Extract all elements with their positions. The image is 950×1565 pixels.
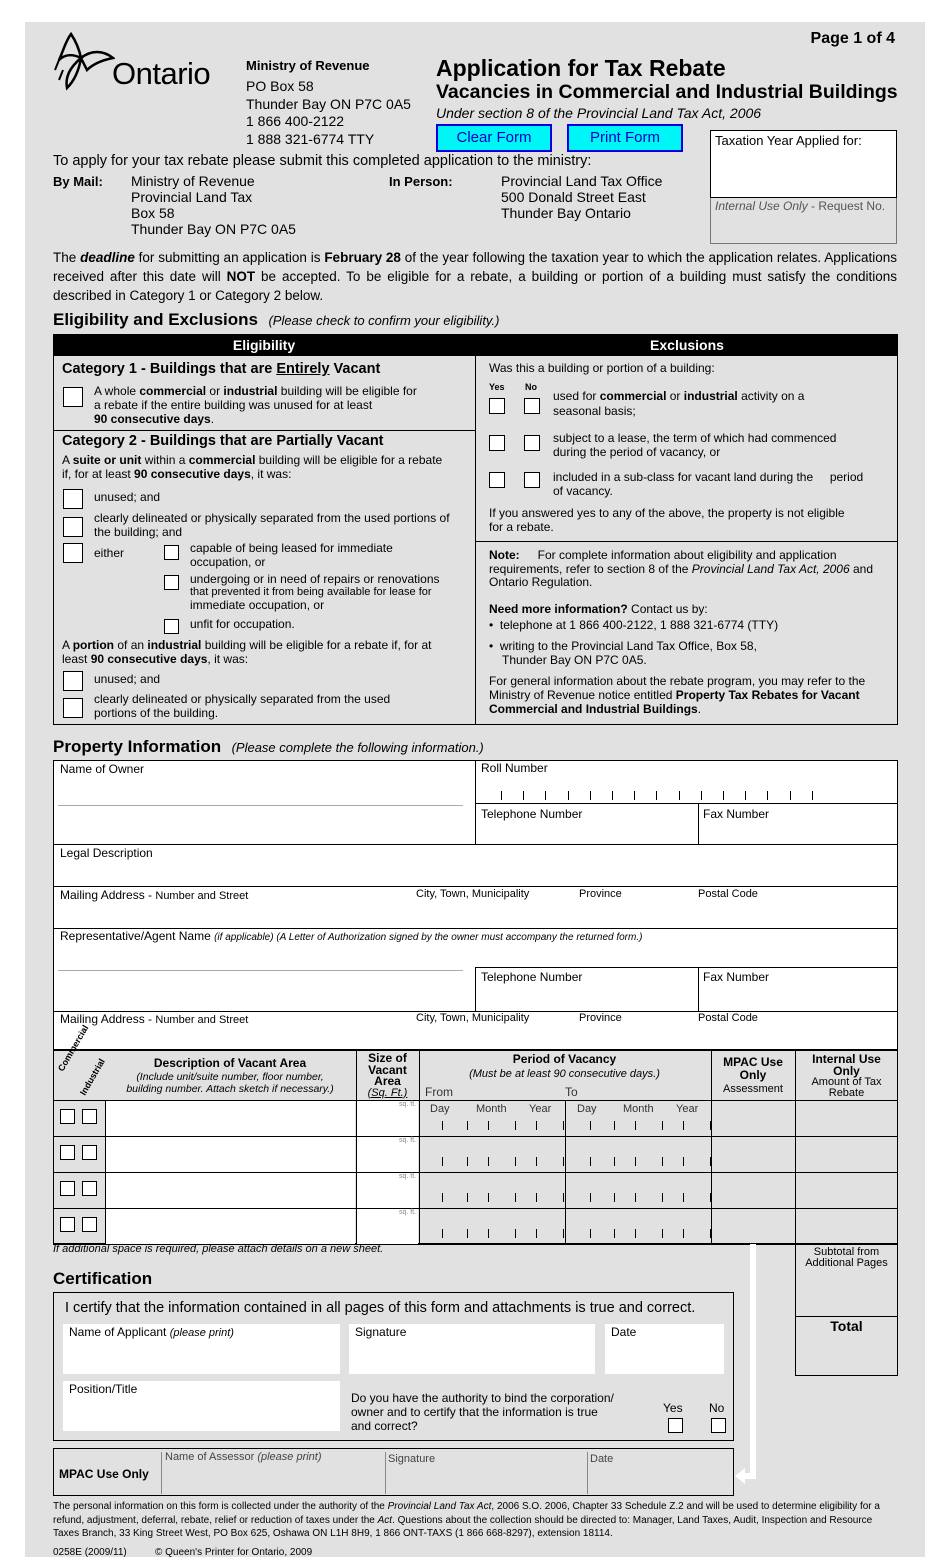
taxation-year-field[interactable]: Taxation Year Applied for: bbox=[710, 130, 897, 198]
divider bbox=[587, 1452, 588, 1494]
to-label: To bbox=[565, 1085, 578, 1099]
divider bbox=[476, 803, 898, 804]
page-number: Page 1 of 4 bbox=[810, 30, 895, 47]
date-tick bbox=[442, 1229, 443, 1238]
date-tick bbox=[683, 1229, 684, 1238]
sqft-label: sq. ft. bbox=[399, 1137, 417, 1144]
deadline-paragraph: The deadline for submitting an application is February 28 of the year following the taxation year to which the application relates. Applications received after this date will NOT be accepted. To be eligible for a rebate, a building or portion of a building must satisfy the conditions described in Category 1 or Category 2 below. bbox=[53, 250, 897, 303]
to-day-label: Day bbox=[577, 1103, 597, 1115]
property-heading: Property Information (Please complete the following information.) bbox=[53, 737, 484, 756]
contact-heading: Need more information? Contact us by: bbox=[489, 602, 708, 616]
divider bbox=[53, 886, 898, 887]
cat-divider bbox=[53, 430, 475, 431]
date-tick bbox=[563, 1157, 564, 1166]
internal-amount-label: Amount of Tax Rebate bbox=[811, 1076, 882, 1099]
to-month-label: Month bbox=[623, 1103, 654, 1115]
date-label: Date bbox=[611, 1325, 637, 1339]
cat2-either-checkbox[interactable] bbox=[63, 543, 83, 563]
eligibility-note: Note: For complete information about eligibility and application requirements, refer to section 8 of the Provincial Land Tax Act, 2006 and Ontario Regulation. bbox=[489, 548, 874, 589]
date-tick bbox=[515, 1229, 516, 1238]
form-title: Application for Tax Rebate bbox=[436, 55, 726, 81]
apply-intro: To apply for your tax rebate please submit this completed application to the ministry: bbox=[53, 153, 592, 169]
date-tick bbox=[488, 1229, 489, 1238]
date-tick bbox=[442, 1121, 443, 1130]
excl3-yes-checkbox[interactable] bbox=[489, 472, 505, 488]
exclusions-intro: Was this a building or portion of a building: bbox=[489, 361, 715, 375]
assessor-name-label: Name of Assessor (please print) bbox=[165, 1451, 322, 1463]
authority-yes-checkbox[interactable] bbox=[668, 1418, 683, 1433]
commercial-checkbox[interactable] bbox=[60, 1181, 75, 1196]
excl1-no-checkbox[interactable] bbox=[524, 398, 540, 414]
total-label: Total bbox=[830, 1318, 863, 1334]
roll-number-label: Roll Number bbox=[481, 761, 548, 775]
roll-number-input[interactable] bbox=[481, 777, 891, 802]
authority-no-checkbox[interactable] bbox=[711, 1418, 726, 1433]
ontario-wordmark: Ontario bbox=[112, 56, 211, 91]
commercial-checkbox[interactable] bbox=[60, 1145, 75, 1160]
roll-tick bbox=[568, 791, 569, 800]
eligibility-header: Eligibility bbox=[53, 334, 475, 356]
portion-intro: A portion of an industrial building will be eligible for a rebate if, for at least 90 consecutive days, it was: bbox=[62, 638, 432, 666]
sqft-label: sq. ft. bbox=[399, 1173, 417, 1180]
category-2-intro: A suite or unit within a commercial building will be eligible for a rebate if, for at least 90 consecutive days, it was: bbox=[62, 453, 443, 481]
divider bbox=[419, 1050, 420, 1244]
print-form-button[interactable]: Print Form bbox=[567, 124, 683, 152]
date-tick bbox=[590, 1193, 591, 1202]
date-tick bbox=[683, 1121, 684, 1130]
form-subtitle: Vacancies in Commercial and Industrial Buildings bbox=[436, 81, 898, 103]
date-tick bbox=[635, 1193, 636, 1202]
excl1-yes-checkbox[interactable] bbox=[489, 398, 505, 414]
cat2-repairs-checkbox[interactable] bbox=[164, 575, 179, 590]
owner-telephone-label: Telephone Number bbox=[481, 807, 583, 821]
roll-tick bbox=[612, 791, 613, 800]
divider bbox=[476, 967, 898, 968]
date-tick bbox=[614, 1157, 615, 1166]
roll-tick bbox=[767, 791, 768, 800]
date-tick bbox=[442, 1157, 443, 1166]
mail-address: Ministry of Revenue Provincial Land Tax Box 58 Thunder Bay ON P7C 0A5 bbox=[131, 173, 296, 237]
portion-unused-text: unused; and bbox=[94, 672, 161, 686]
rep-fax-label: Fax Number bbox=[703, 970, 770, 984]
owner-mailing-label: Mailing Address - Number and Street bbox=[60, 888, 249, 902]
date-tick bbox=[515, 1193, 516, 1202]
rep-mailing-label: Mailing Address - Number and Street bbox=[60, 1012, 249, 1026]
additional-space-note: If additional space is required, please attach details on a new sheet. bbox=[53, 1243, 384, 1255]
portion-unused-checkbox[interactable] bbox=[63, 671, 83, 691]
date-tick bbox=[662, 1157, 663, 1166]
copyright: © Queen's Printer for Ontario, 2009 bbox=[155, 1547, 313, 1558]
by-mail-label: By Mail: bbox=[53, 174, 103, 189]
date-tick bbox=[683, 1157, 684, 1166]
mpac-assessment-label: Assessment bbox=[723, 1083, 783, 1095]
divider bbox=[385, 1452, 386, 1494]
owner-province-label: Province bbox=[579, 888, 622, 900]
date-tick bbox=[710, 1121, 711, 1130]
roll-tick bbox=[812, 791, 813, 800]
rep-postal-label: Postal Code bbox=[698, 1012, 758, 1024]
date-tick bbox=[515, 1157, 516, 1166]
rep-province-label: Province bbox=[579, 1012, 622, 1024]
excl3-no-checkbox[interactable] bbox=[524, 472, 540, 488]
authority-no-label: No bbox=[709, 1401, 725, 1415]
ministry-address: PO Box 58 Thunder Bay ON P7C 0A5 1 866 400-2122 1 888 321-6774 TTY bbox=[246, 78, 411, 147]
date-tick bbox=[710, 1157, 711, 1166]
roll-tick bbox=[590, 791, 591, 800]
subtotal-label: Subtotal from Additional Pages bbox=[805, 1246, 888, 1269]
applicant-name-label: Name of Applicant (please print) bbox=[69, 1325, 234, 1339]
assessor-signature-label: Signature bbox=[388, 1453, 436, 1465]
size-header: Size of Vacant Area (Sq. Ft.) bbox=[367, 1051, 408, 1099]
cat2-delineated-checkbox[interactable] bbox=[63, 517, 83, 537]
date-tick bbox=[488, 1121, 489, 1130]
date-tick bbox=[590, 1121, 591, 1130]
commercial-header: Commercial bbox=[56, 1023, 91, 1073]
date-tick bbox=[590, 1229, 591, 1238]
description-input[interactable] bbox=[106, 1101, 355, 1136]
description-input[interactable] bbox=[106, 1173, 355, 1208]
owner-postal-label: Postal Code bbox=[698, 888, 758, 900]
position-label: Position/Title bbox=[69, 1382, 138, 1396]
date-tick bbox=[635, 1157, 636, 1166]
authority-yes-label: Yes bbox=[663, 1401, 683, 1415]
owner-city-label: City, Town, Municipality bbox=[416, 888, 530, 900]
cat2-unfit-checkbox[interactable] bbox=[164, 619, 179, 634]
request-number-box: Internal Use Only - Request No. bbox=[710, 198, 897, 244]
date-tick bbox=[563, 1229, 564, 1238]
excl2-no-checkbox[interactable] bbox=[524, 435, 540, 451]
divider bbox=[475, 967, 476, 1011]
date-tick bbox=[662, 1229, 663, 1238]
roll-tick bbox=[634, 791, 635, 800]
assessor-date-label: Date bbox=[590, 1453, 614, 1465]
category-1-checkbox[interactable] bbox=[63, 387, 83, 407]
no-label: No bbox=[525, 382, 537, 392]
sqft-label: sq. ft. bbox=[399, 1101, 417, 1108]
excl-divider bbox=[476, 541, 898, 542]
date-tick bbox=[442, 1193, 443, 1202]
contact-mail: • writing to the Provincial Land Tax Office, Box 58, Thunder Bay ON P7C 0A5. bbox=[489, 639, 757, 667]
clear-form-button[interactable]: Clear Form bbox=[436, 124, 552, 152]
date-tick bbox=[467, 1193, 468, 1202]
date-tick bbox=[683, 1193, 684, 1202]
cat2-unfit-text: unfit for occupation. bbox=[190, 617, 295, 631]
eligibility-heading: Eligibility and Exclusions (Please check to confirm your eligibility.) bbox=[53, 310, 500, 329]
cat2-unused-text: unused; and bbox=[94, 490, 161, 504]
period-header: Period of Vacancy bbox=[512, 1052, 617, 1066]
industrial-checkbox[interactable] bbox=[82, 1145, 97, 1160]
date-tick bbox=[536, 1121, 537, 1130]
industrial-header: Industrial bbox=[78, 1056, 107, 1097]
contact-phone: • telephone at 1 866 400-2122, 1 888 321-6774 (TTY) bbox=[489, 618, 779, 632]
certification-heading: Certification bbox=[53, 1269, 153, 1288]
cat2-delineated-text: clearly delineated or physically separated from the used portions of the building; and bbox=[94, 511, 450, 539]
category-1-text: A whole commercial or industrial building will be eligible for a rebate if the entire building was unused for at least 90 consecutive days. bbox=[94, 384, 417, 426]
divider bbox=[698, 803, 699, 844]
arrow-icon bbox=[731, 1244, 761, 1490]
date-tick bbox=[662, 1193, 663, 1202]
date-tick bbox=[614, 1193, 615, 1202]
cat2-either-text: either bbox=[94, 546, 125, 560]
from-year-label: Year bbox=[529, 1103, 552, 1115]
period-note: (Must be at least 90 consecutive days.) bbox=[469, 1068, 660, 1080]
yes-label: Yes bbox=[489, 382, 505, 392]
description-note: (Include unit/suite number, floor number, building number. Attach sketch if necessary.) bbox=[126, 1071, 334, 1095]
form-page bbox=[25, 22, 925, 1557]
from-day-label: Day bbox=[430, 1103, 450, 1115]
excl3-text: included in a sub-class for vacant land during the period of vacancy. bbox=[553, 470, 864, 498]
mpac-header: MPAC Use Only bbox=[723, 1055, 783, 1082]
divider bbox=[795, 1316, 898, 1317]
date-tick bbox=[536, 1193, 537, 1202]
divider bbox=[58, 970, 463, 971]
privacy-notice: The personal information on this form is collected under the authority of the Provincial Land Tax Act, 2006 S.O. 2006, Chapter 33 Schedule Z.2 and will be used to determine eligibility for a refund, adjustment, deferral, rebate, relief or reduction of taxes under the Act. Questions about the collection should be directed to: Manager, Land Taxes, Audit, Inspection and Resource Taxes Branch, 33 King Street West, PO Box 625, Oshawa ON L1H 8H9, 1 866 ONT-TAXS (1 866 668-8297), extension 18114. bbox=[53, 1501, 880, 1539]
roll-tick bbox=[501, 791, 502, 800]
roll-tick bbox=[523, 791, 524, 800]
divider bbox=[698, 967, 699, 1011]
date-tick bbox=[467, 1229, 468, 1238]
divider bbox=[711, 1050, 712, 1244]
internal-header: Internal Use Only bbox=[812, 1052, 881, 1078]
owner-fax-label: Fax Number bbox=[703, 807, 770, 821]
excl2-text: subject to a lease, the term of which had commenced during the period of vacancy, or bbox=[553, 431, 837, 459]
divider bbox=[475, 760, 476, 844]
general-info: For general information about the rebate program, you may refer to the Ministry of Revenue notice entitled Property Tax Rebates for Vacant Commercial and Industrial Buildings. bbox=[489, 674, 866, 716]
owner-name-input[interactable] bbox=[58, 774, 468, 844]
rep-telephone-label: Telephone Number bbox=[481, 970, 583, 984]
divider bbox=[795, 1050, 796, 1244]
date-tick bbox=[590, 1157, 591, 1166]
date-tick bbox=[662, 1121, 663, 1130]
roll-tick bbox=[723, 791, 724, 800]
roll-tick bbox=[790, 791, 791, 800]
date-tick bbox=[467, 1121, 468, 1130]
exclusions-header: Exclusions bbox=[476, 334, 898, 356]
date-tick bbox=[710, 1193, 711, 1202]
roll-tick bbox=[545, 791, 546, 800]
roll-tick bbox=[745, 791, 746, 800]
portion-delineated-checkbox[interactable] bbox=[63, 698, 83, 718]
divider bbox=[161, 1452, 162, 1494]
commercial-checkbox[interactable] bbox=[60, 1109, 75, 1124]
excl2-yes-checkbox[interactable] bbox=[489, 435, 505, 451]
category-1-title: Category 1 - Buildings that are Entirely Vacant bbox=[62, 361, 381, 377]
cat2-leasable-checkbox[interactable] bbox=[164, 545, 179, 560]
from-label: From bbox=[425, 1085, 453, 1099]
signature-label: Signature bbox=[355, 1325, 407, 1339]
date-tick bbox=[614, 1121, 615, 1130]
sqft-label: sq. ft. bbox=[399, 1209, 417, 1216]
certification-statement: I certify that the information contained in all pages of this form and attachments is true and correct. bbox=[65, 1300, 696, 1316]
description-input[interactable] bbox=[106, 1209, 355, 1244]
portion-delineated-text: clearly delineated or physically separated from the used portions of the building. bbox=[94, 692, 391, 720]
form-number: 0258E (2009/11) bbox=[53, 1547, 127, 1558]
legal-description-label: Legal Description bbox=[60, 846, 153, 860]
date-tick bbox=[536, 1229, 537, 1238]
industrial-checkbox[interactable] bbox=[82, 1217, 97, 1232]
ministry-name: Ministry of Revenue bbox=[246, 58, 370, 73]
owner-name-label: Name of Owner bbox=[60, 762, 145, 776]
rep-city-label: City, Town, Municipality bbox=[416, 1012, 530, 1024]
excl1-text: used for commercial or industrial activity on a seasonal basis; bbox=[553, 389, 805, 418]
industrial-checkbox[interactable] bbox=[82, 1181, 97, 1196]
description-header: Description of Vacant Area bbox=[153, 1056, 307, 1070]
authority-question: Do you have the authority to bind the corporation/ owner and to certify that the information is true and correct? bbox=[351, 1391, 614, 1433]
roll-tick bbox=[701, 791, 702, 800]
in-person-label: In Person: bbox=[389, 174, 453, 189]
date-tick bbox=[488, 1157, 489, 1166]
date-tick bbox=[710, 1229, 711, 1238]
date-tick bbox=[563, 1121, 564, 1130]
date-tick bbox=[467, 1157, 468, 1166]
date-tick bbox=[536, 1157, 537, 1166]
description-input[interactable] bbox=[106, 1137, 355, 1172]
act-reference: Under section 8 of the Provincial Land Tax Act, 2006 bbox=[436, 105, 762, 121]
date-tick bbox=[635, 1121, 636, 1130]
industrial-checkbox[interactable] bbox=[82, 1109, 97, 1124]
date-tick bbox=[563, 1193, 564, 1202]
from-month-label: Month bbox=[476, 1103, 507, 1115]
date-tick bbox=[515, 1121, 516, 1130]
date-tick bbox=[614, 1229, 615, 1238]
trillium-logo-icon bbox=[53, 30, 115, 92]
representative-label: Representative/Agent Name (if applicable) (A Letter of Authorization signed by the owner must accompany the returned form.) bbox=[60, 929, 643, 943]
roll-tick bbox=[679, 791, 680, 800]
exclusion-warning: If you answered yes to any of the above, the property is not eligible for a rebate. bbox=[489, 506, 845, 534]
cat2-repairs-text: undergoing or in need of repairs or renovations that prevented it from being available for lease for immediate occupation, or bbox=[190, 572, 440, 612]
commercial-checkbox[interactable] bbox=[60, 1217, 75, 1232]
mpac-label: MPAC Use Only bbox=[59, 1467, 149, 1481]
cat2-leasable-text: capable of being leased for immediate occupation, or bbox=[190, 541, 393, 569]
category-2-title: Category 2 - Buildings that are Partially Vacant bbox=[62, 433, 384, 449]
in-person-address: Provincial Land Tax Office 500 Donald Street East Thunder Bay Ontario bbox=[501, 173, 663, 221]
divider bbox=[53, 1050, 54, 1244]
roll-tick bbox=[656, 791, 657, 800]
date-tick bbox=[488, 1193, 489, 1202]
divider bbox=[53, 844, 898, 845]
date-tick bbox=[635, 1229, 636, 1238]
cat2-unused-checkbox[interactable] bbox=[63, 489, 83, 509]
table-divider bbox=[475, 334, 476, 725]
to-year-label: Year bbox=[676, 1103, 699, 1115]
